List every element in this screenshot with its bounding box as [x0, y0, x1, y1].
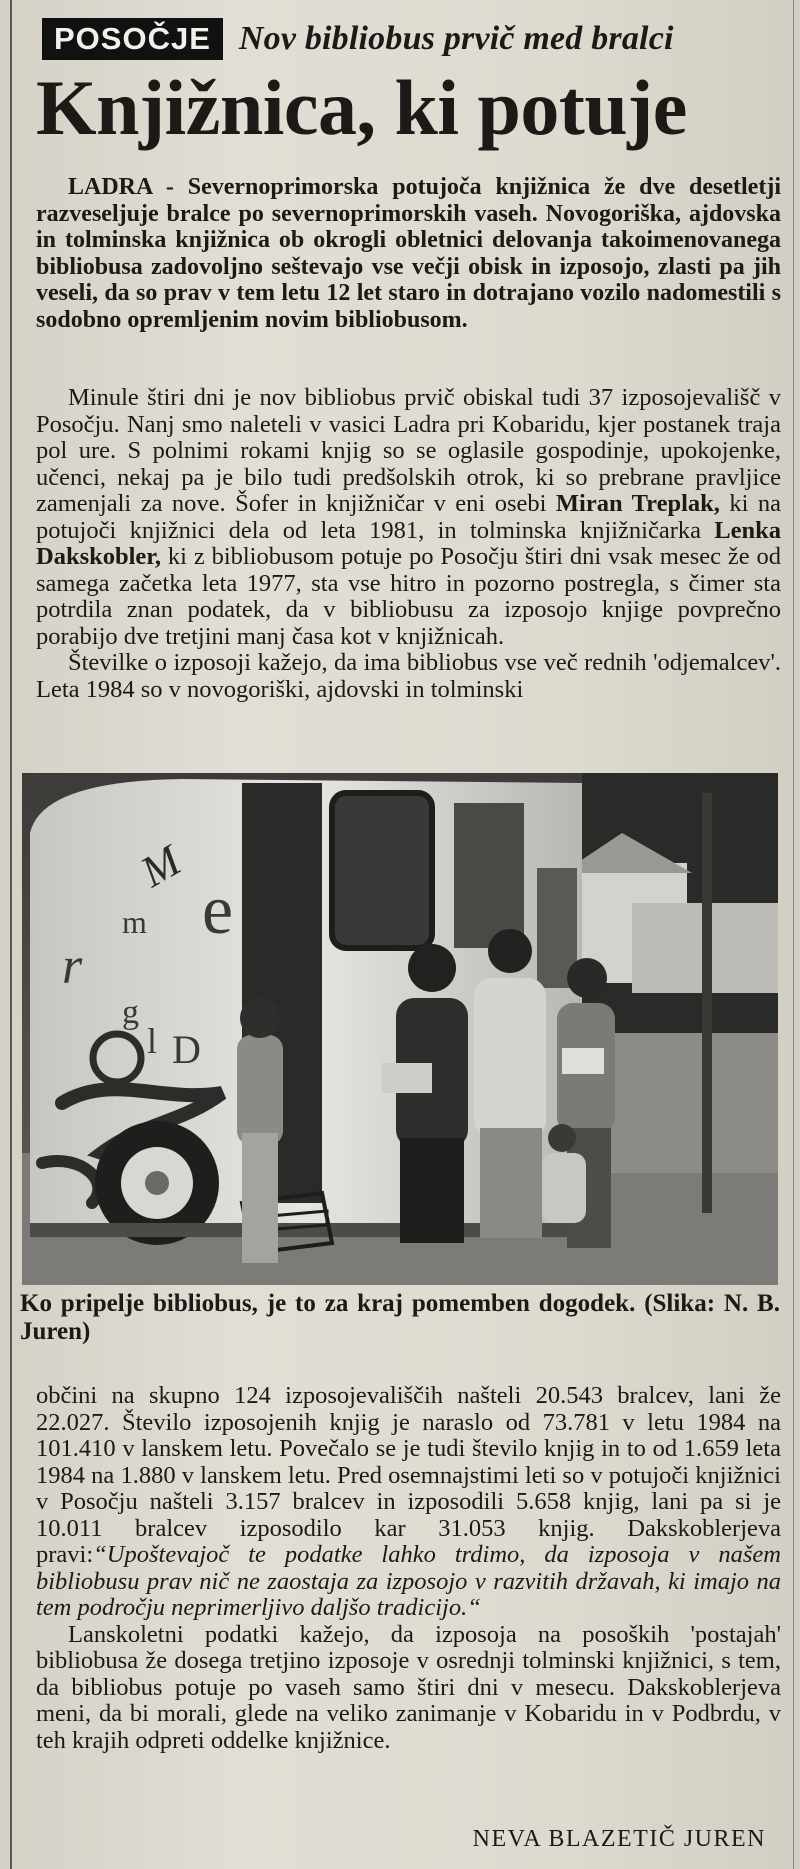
person-name-treplak: Miran Treplak, — [555, 490, 720, 517]
svg-text:l: l — [147, 1021, 158, 1061]
section-badge: POSOČJE — [42, 18, 223, 60]
headline: Knjižnica, ki potuje — [36, 64, 687, 151]
body-column-top — [36, 385, 781, 703]
photo-image — [22, 773, 778, 1285]
quote: “Upoštevajoč te podatke lahko trdimo, da izposoja v našem bibliobusu prav nič ne zaostaja za izposojo v razvitih državah, ki imajo na tem področju neprimerljivo daljšo tradicijo.“ — [36, 1541, 781, 1621]
body-column-bottom — [36, 1383, 781, 1754]
author-byline: NEVA BLAZETIČ JUREN — [472, 1826, 766, 1852]
svg-text:e: e — [202, 872, 234, 949]
paragraph-3-continued-text: občini na skupno 124 izposojevališčih našteli 20.543 bralcev, lani že 22.027. Število izposojenih knjig je naraslo od 73.781 v letu 1984 na 101.410 v lanskem letu. Povečalo se je tudi število knjig in to od 1.659 leta 1984 na 1.880 v lanskem letu. Pred osemnajstimi leti so v potujoči knjižnici v Posočju našteli 3.157 bralcev in izposodili 5.658 knjig, lani pa si je 10.011 bralcev izposodilo kar 31.053 knjig. Dakskoblerjeva pravi: — [36, 1382, 781, 1568]
paragraph-3-continued — [36, 1383, 781, 1622]
svg-text:m: m — [122, 904, 147, 940]
paragraph-2 — [36, 385, 781, 650]
lead-paragraph-block — [36, 174, 781, 333]
lead-paragraph: LADRA - Severnoprimorska potujoča knjižnica že dve desetletji razveseljuje bralce po severnoprimorskih vaseh. Novogoriška, ajdovska in tolminska knjižnica ob okrogli obletnici delovanja takoimenovanega bibliobusa zadovoljno seštevajo vse večji obisk in izposojo, zlasti pa jih veseli, da so prav v tem letu 12 let staro in dotrajano vozilo nadomestili s sodobno opremljenim novim bibliobusom. — [36, 174, 781, 333]
paragraph-2-part-a: Minule štiri dni je nov bibliobus prvič obiskal tudi 37 izposojevališč v Posočju. Nanj smo naleteli v vasici Ladra pri Kobaridu, kjer postanek traja pol ure. S polnimi rokami knjig so se oglasile gospodinje, upokojenke, učenci, nekaj pa je bilo tudi predšolskih otrok, ki so prebrane pravljice zamenjali za nove. Šofer in knjižničar v eni osebi — [36, 384, 781, 517]
paragraph-3: Številke o izposoji kažejo, da ima bibliobus vse več rednih 'odjemalcev'. Leta 1984 so v novogoriški, ajdovski in tolminski — [36, 649, 781, 703]
kicker-row — [42, 16, 674, 62]
column-rule-right — [793, 0, 794, 1869]
svg-text:M: M — [132, 835, 189, 897]
column-rule-left — [10, 0, 12, 1869]
person-name-dakskobler: Lenka Dakskobler, — [36, 516, 781, 570]
svg-text:D: D — [172, 1027, 201, 1072]
kicker-subtitle: Nov bibliobus prvič med bralci — [238, 20, 674, 57]
svg-text:r: r — [62, 938, 83, 995]
photo-caption: Ko pripelje bibliobus, je to za kraj pomemben dogodek. (Slika: N. B. Juren) — [20, 1290, 780, 1345]
bibliobus-photo — [22, 773, 778, 1285]
paragraph-4: Lanskoletni podatki kažejo, da izposoja na posoških 'postajah' bibliobusa že dosega tretjino izposoje v osrednji tolminski knjižnici, s tem, da bibliobus potuje po vaseh samo štiri dni v mesecu. Dakskoblerjeva meni, da bi morali, glede na veliko zanimanje v Kobaridu in v Podbrdu, v teh krajih odpreti oddelke knjižnice. — [36, 1620, 781, 1754]
svg-text:g: g — [122, 994, 139, 1031]
paragraph-2-part-b: ki na potujoči knjižnici dela od leta 1981, in tolminska knjižničarka — [36, 490, 781, 544]
paragraph-2-part-c: ki z bibliobusom potuje po Posočju štiri dni vsak mesec že od samega začetka leta 1977, sta vse hitro in pozorno postregla, s čimer sta potrdila znan podatek, da v bibliobusu za izposojo knjige povprečno porabijo dve tretjini manj časa kot v knjižnicah. — [36, 543, 781, 650]
